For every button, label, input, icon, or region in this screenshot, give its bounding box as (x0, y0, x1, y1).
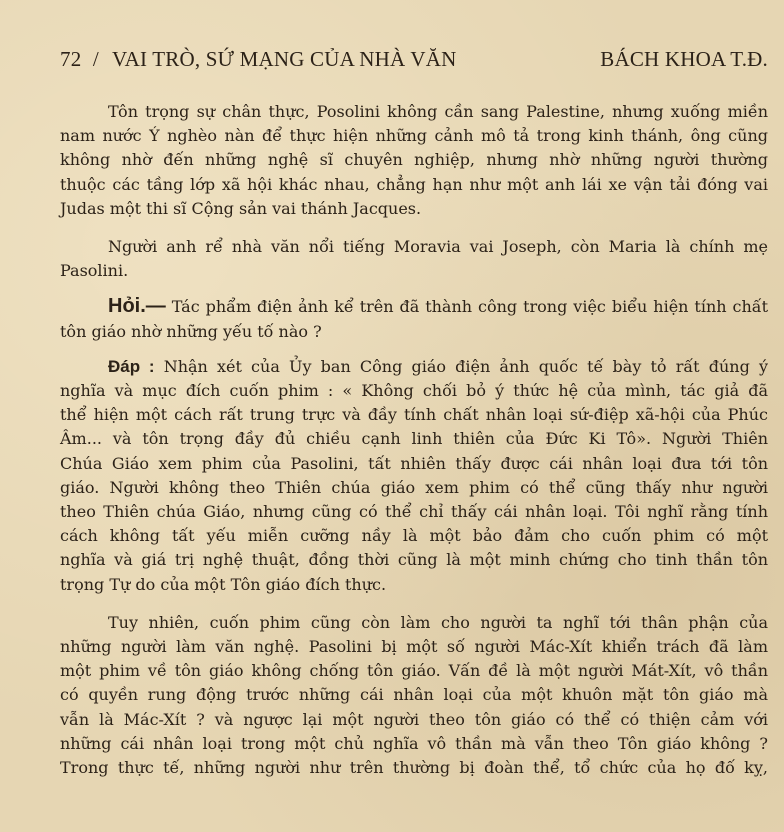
text-line: vẫn là Mác-Xít ? và ngược lại một người theo tôn giáo có thể có thiện cảm với (60, 709, 768, 729)
body-text (60, 100, 768, 780)
text-line: nghĩa và mục đích cuốn phim : « Không chối bỏ ý thức hệ của mình, tác giả đã (60, 381, 768, 401)
chapter-title: VAI TRÒ, SỨ MẠNG CỦA NHÀ VĂN (111, 47, 457, 71)
paragraph-5 (60, 611, 768, 780)
page-number: 72 (60, 47, 82, 71)
running-header (60, 47, 768, 83)
text-line: Chúa Giáo xem phim của Pasolini, tất nhiên thấy được cái nhân loại đưa tới tôn (60, 453, 768, 473)
text-line: những cái nhân loại trong một chủ nghĩa vô thần mà vẫn theo Tôn giáo không ? (60, 733, 768, 753)
question-paragraph (60, 294, 768, 343)
text-line: có quyền rung động trước những cái nhân loại của một khuôn mặt tôn giáo mà (60, 685, 768, 705)
text-line: Âm... và tôn trọng đầy đủ chiều cạnh linh thiên của Đức Ki Tô». Người Thiên (60, 429, 768, 449)
text-line: Trong thực tế, những người như trên thường bị đoàn thể, tổ chức của họ đố kỵ, (60, 758, 768, 778)
text-line: Người anh rể nhà văn nổi tiếng Moravia vai Joseph, còn Maria là chính mẹ (108, 237, 768, 257)
text-line: Tuy nhiên, cuốn phim cũng còn làm cho người ta nghĩ tới thân phận của (108, 612, 768, 632)
paragraph-gap (60, 221, 768, 235)
text-line: thể hiện một cách rất trung trực và đầy tính chất nhân loại sứ-điệp xã-hội của Phúc (60, 405, 768, 425)
text-line: nam nước Ý nghèo nàn để thực hiện những cảnh mô tả trong kinh thánh, ông cũng (60, 126, 768, 146)
paragraph-2 (60, 235, 768, 283)
text-line: nghĩa và giá trị nghệ thuật, đồng thời cũng là một minh chứng cho tinh thần tôn (60, 550, 768, 570)
paragraph-gap (60, 283, 768, 294)
text-line: không nhờ đến những nghệ sĩ chuyên nghiệp, nhưng nhờ những người thường (60, 150, 768, 170)
text-line: theo Thiên chúa Giáo, nhưng cũng có thể chỉ thấy cái nhân loại. Tôi nghĩ rằng tính (60, 502, 768, 522)
text-line: Tôn trọng sự chân thực, Posolini không cần sang Palestine, nhưng xuống miền (108, 102, 768, 121)
text-line: thuộc các tầng lớp xã hội khác nhau, chẳng hạn như một anh lái xe vận tải đóng vai (60, 174, 768, 194)
paragraph-1 (60, 100, 768, 221)
publication-title: BÁCH KHOA T.Đ. (600, 47, 768, 71)
text-line: giáo. Người không theo Thiên chúa giáo xem phim có thể cũng thấy như người (60, 477, 768, 497)
text-line: Pasolini. (60, 261, 129, 281)
text-line: Judas một thi sĩ Cộng sản vai thánh Jacques. (60, 198, 422, 218)
text-line: cách không tất yếu miễn cưỡng nầy là một bảo đảm cho cuốn phim có một (60, 526, 768, 546)
text-line: những người làm văn nghệ. Pasolini bị một số người Mác-Xít khiển trách đã làm (60, 637, 768, 657)
text-line (60, 355, 768, 379)
paragraph-gap (60, 597, 768, 611)
answer-paragraph (60, 355, 768, 597)
header-left (60, 47, 457, 72)
paragraph-gap (60, 344, 768, 355)
text-line: một phim về tôn giáo không chống tôn giáo. Vấn đề là một người Mát-Xít, vô thần (60, 661, 768, 681)
question-text: Tác phẩm điện ảnh kể trên đã thành công trong việc biểu hiện tính chất (165, 297, 768, 317)
header-separator: / (92, 47, 99, 71)
text-line (60, 294, 768, 319)
text-line: tôn giáo nhờ những yếu tố nào ? (60, 321, 322, 341)
answer-text: Nhận xét của Ủy ban Công giáo điện ảnh quốc tế bày tỏ rất đúng ý (154, 356, 769, 376)
answer-label: Đáp : (108, 356, 155, 376)
text-line: trọng Tự do của một Tôn giáo đích thực. (60, 574, 387, 594)
question-label: Hỏi.— (108, 295, 166, 318)
